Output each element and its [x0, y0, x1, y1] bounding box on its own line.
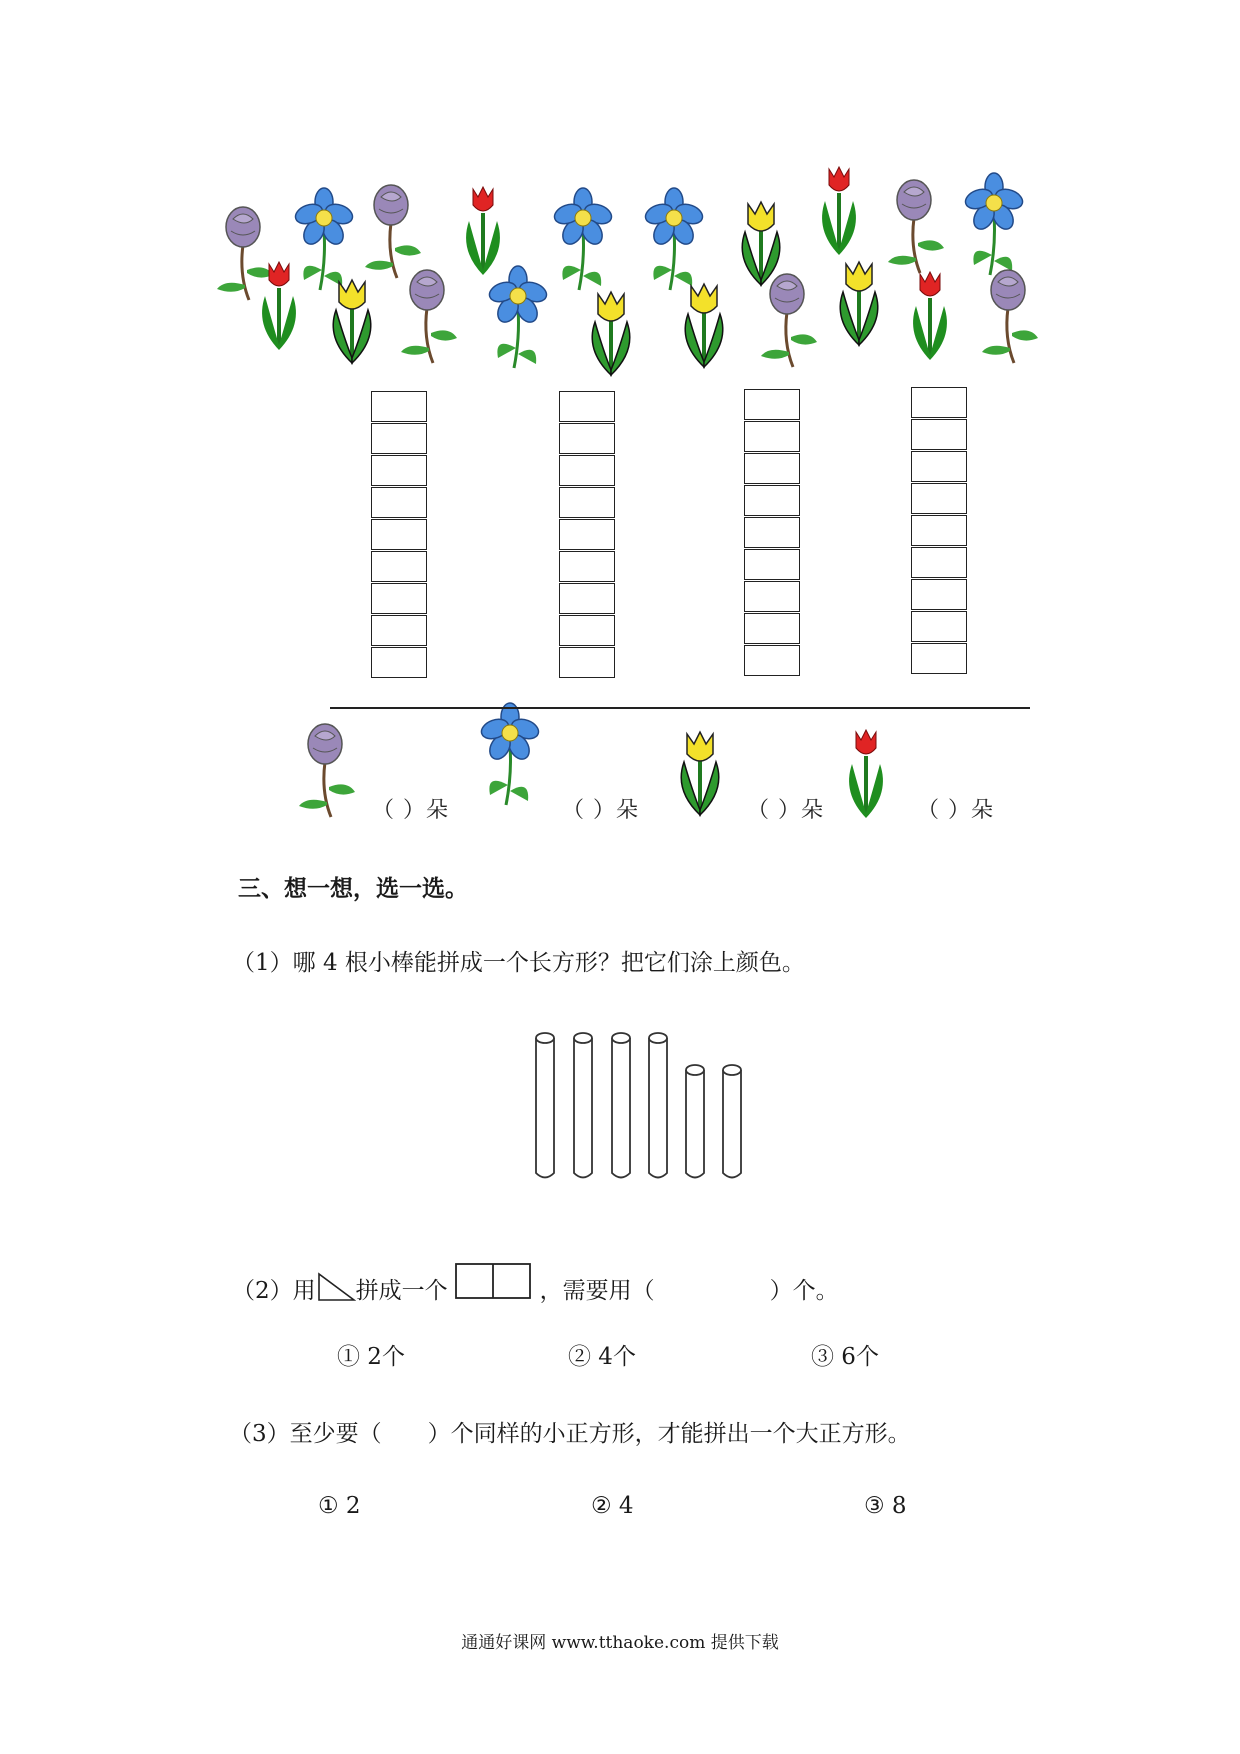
grid-cell[interactable] [911, 483, 967, 514]
grid-cell[interactable] [911, 547, 967, 578]
rose-icon [217, 207, 273, 300]
footer-credit: 通通好课网 www.tthaoke.com 提供下载 [461, 1633, 779, 1653]
count-blank-rose[interactable]: （ ）朵 [372, 798, 449, 823]
blue-flower-icon [487, 266, 549, 368]
blue-flower-icon [643, 188, 705, 290]
rose-icon [982, 270, 1038, 363]
grid-cell[interactable] [559, 647, 615, 678]
grid-cell[interactable] [744, 549, 800, 580]
red-tulip-icon [822, 167, 856, 255]
q2-option-1[interactable]: ① 2个 [337, 1344, 405, 1370]
grid-cell[interactable] [371, 615, 427, 646]
grid-cell[interactable] [744, 517, 800, 548]
grid-cell[interactable] [559, 615, 615, 646]
grid-cell[interactable] [371, 423, 427, 454]
grid-cell[interactable] [371, 455, 427, 486]
question-2-middle: 拼成一个 [355, 1278, 448, 1304]
stick-short-1 [686, 1065, 704, 1178]
question-1: （1）哪 4 根小棒能拼成一个长方形？把它们涂上颜色。 [232, 950, 805, 976]
count-blank-blue-flower[interactable]: （ ）朵 [562, 798, 639, 823]
grid-cell[interactable] [744, 421, 800, 452]
yellow-tulip-icon [685, 284, 723, 367]
yellow-tulip-icon [592, 292, 630, 375]
q3-option-2[interactable]: ② 4 [591, 1493, 634, 1519]
grid-cell[interactable] [371, 583, 427, 614]
grid-cell[interactable] [559, 583, 615, 614]
grid-cell[interactable] [371, 487, 427, 518]
grid-cell[interactable] [744, 485, 800, 516]
stick-short-2 [723, 1065, 741, 1178]
grid-cell[interactable] [744, 645, 800, 676]
legend-rose-icon [299, 724, 355, 817]
legend-yellow-tulip-icon [681, 732, 719, 815]
grid-cell[interactable] [371, 391, 427, 422]
grid-cell[interactable] [744, 581, 800, 612]
grid-cell[interactable] [744, 453, 800, 484]
section-title: 三、想一想，选一选。 [238, 875, 468, 902]
question-2-prefix: （2）用 [232, 1278, 316, 1304]
grid-cell[interactable] [371, 647, 427, 678]
grid-cell[interactable] [559, 487, 615, 518]
triangle-icon [316, 1272, 356, 1304]
stick-long-1 [536, 1033, 554, 1178]
legend-red-tulip-icon [849, 730, 883, 818]
blue-flower-icon [552, 188, 614, 290]
yellow-tulip-icon [333, 280, 371, 363]
question-3: （3）至少要（ ）个同样的小正方形，才能拼出一个大正方形。 [229, 1421, 911, 1447]
grid-cell[interactable] [911, 451, 967, 482]
grid-cell[interactable] [559, 519, 615, 550]
grid-cell[interactable] [559, 423, 615, 454]
sticks-illustration [530, 1030, 750, 1190]
q2-option-3[interactable]: ③ 6个 [811, 1344, 879, 1370]
grid-cell[interactable] [911, 611, 967, 642]
flowers-illustration [0, 0, 1240, 840]
q3-option-3[interactable]: ③ 8 [864, 1493, 907, 1519]
legend-blue-flower-icon [479, 703, 541, 805]
stick-long-2 [574, 1033, 592, 1178]
red-tulip-icon [466, 187, 500, 275]
rose-icon [401, 270, 457, 363]
grid-cell[interactable] [559, 455, 615, 486]
grid-cell[interactable] [911, 643, 967, 674]
count-blank-red-tulip[interactable]: （ ）朵 [917, 798, 994, 823]
blue-flower-icon [293, 188, 355, 290]
grid-cell[interactable] [559, 551, 615, 582]
grid-cell[interactable] [911, 419, 967, 450]
grid-cell[interactable] [371, 519, 427, 550]
grid-cell[interactable] [911, 515, 967, 546]
baseline-divider [330, 707, 1030, 709]
grid-cell[interactable] [911, 579, 967, 610]
q3-option-1[interactable]: ① 2 [318, 1493, 361, 1519]
grid-cell[interactable] [559, 391, 615, 422]
stick-long-3 [612, 1033, 630, 1178]
grid-cell[interactable] [744, 613, 800, 644]
rose-icon [888, 180, 944, 273]
rectangle-two-squares-icon [454, 1262, 534, 1302]
stick-long-4 [649, 1033, 667, 1178]
question-2-suffix: ，需要用（ ）个。 [539, 1278, 839, 1304]
yellow-tulip-icon [742, 202, 780, 285]
q2-option-2[interactable]: ② 4个 [568, 1344, 636, 1370]
yellow-tulip-icon [840, 262, 878, 345]
red-tulip-icon [913, 272, 947, 360]
rose-icon [365, 185, 421, 278]
question-2 [232, 1262, 839, 1305]
grid-cell[interactable] [744, 389, 800, 420]
count-blank-yellow-tulip[interactable]: （ ）朵 [747, 798, 824, 823]
blue-flower-icon [963, 173, 1025, 275]
rose-icon [761, 274, 817, 367]
grid-cell[interactable] [371, 551, 427, 582]
grid-cell[interactable] [911, 387, 967, 418]
